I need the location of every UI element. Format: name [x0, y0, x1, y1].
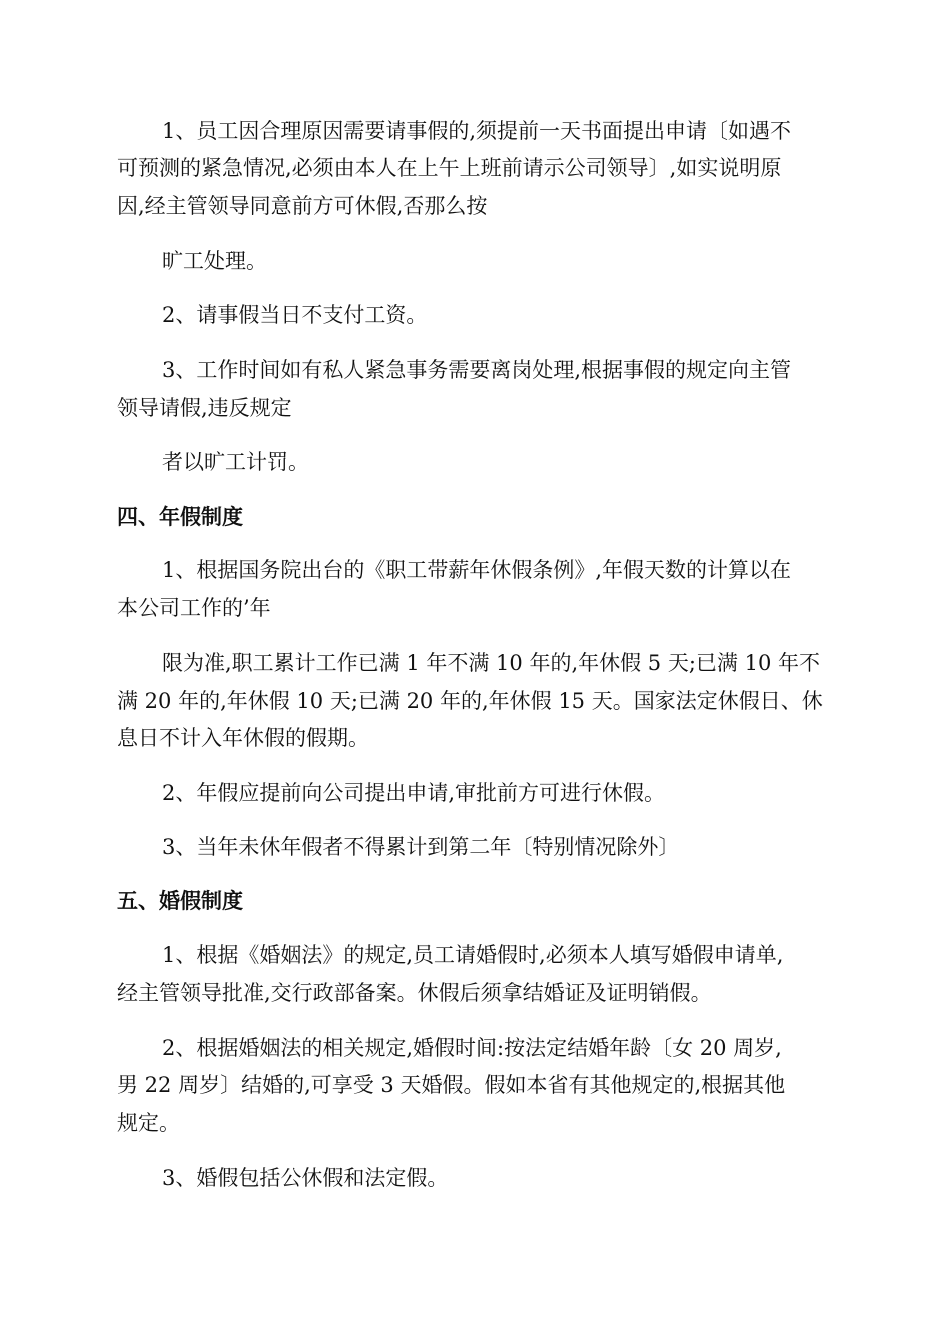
paragraph-line: 1、员工因合理原因需要请事假的,须提前一天书面提出申请〔如遇不 — [162, 119, 792, 143]
section-heading-marriage-leave: 五、婚假制度 — [117, 889, 243, 913]
paragraph-line: 男 22 周岁〕结婚的,可享受 3 天婚假。假如本省有其他规定的,根据其他 — [117, 1073, 786, 1097]
paragraph-line: 2、年假应提前向公司提出申请,审批前方可进行休假。 — [162, 781, 666, 805]
paragraph-line: 息日不计入年休假的假期。 — [117, 726, 369, 750]
paragraph-line: 限为准,职工累计工作已满 1 年不满 10 年的,年休假 5 天;已满 10 年不 — [162, 651, 820, 675]
paragraph-line: 3、当年未休年假者不得累计到第二年〔特别情况除外〕 — [162, 835, 680, 859]
paragraph-line: 经主管领导批准,交行政部备案。休假后须拿结婚证及证明销假。 — [117, 981, 712, 1005]
paragraph-line: 者以旷工计罚。 — [162, 450, 309, 474]
paragraph-line: 因,经主管领导同意前方可休假,否那么按 — [117, 194, 488, 218]
paragraph-line: 1、根据《婚姻法》的规定,员工请婚假时,必须本人填写婚假申请单, — [162, 943, 784, 967]
paragraph-line: 领导请假,违反规定 — [117, 396, 292, 420]
paragraph-line: 满 20 年的,年休假 10 天;已满 20 年的,年休假 15 天。国家法定休假日、休 — [117, 689, 823, 713]
section-heading-annual-leave: 四、年假制度 — [117, 505, 243, 529]
paragraph-line: 旷工处理。 — [162, 249, 267, 273]
paragraph-line: 2、根据婚姻法的相关规定,婚假时间:按法定结婚年龄〔女 20 周岁, — [162, 1036, 782, 1060]
paragraph-line: 2、请事假当日不支付工资。 — [162, 303, 428, 327]
paragraph-line: 可预测的紧急情况,必须由本人在上午上班前请示公司领导〕,如实说明原 — [117, 156, 782, 180]
paragraph-line: 3、婚假包括公休假和法定假。 — [162, 1166, 449, 1190]
paragraph-line: 3、工作时间如有私人紧急事务需要离岗处理,根据事假的规定向主管 — [162, 358, 792, 382]
paragraph-line: 规定。 — [117, 1111, 180, 1135]
paragraph-line: 1、根据国务院出台的《职工带薪年休假条例》,年假天数的计算以在 — [162, 558, 792, 582]
paragraph-line: 本公司工作的’年 — [117, 596, 271, 620]
